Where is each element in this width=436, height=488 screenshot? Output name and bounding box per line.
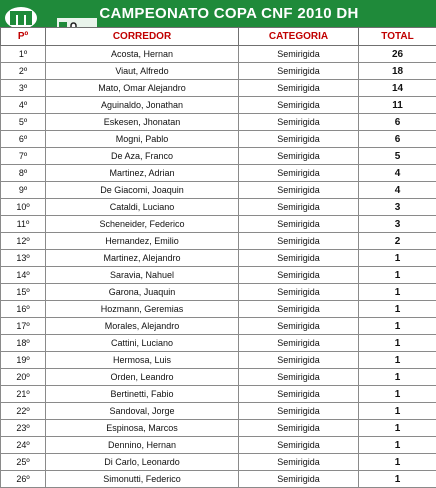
row-rider-name: De Aza, Franco xyxy=(46,148,239,165)
table-row xyxy=(1,386,436,403)
row-total: 6 xyxy=(359,131,436,148)
row-total: 1 xyxy=(359,471,436,488)
table-header-row xyxy=(1,28,436,46)
row-rider-name: Mogni, Pablo xyxy=(46,131,239,148)
row-category: Semirigida xyxy=(239,284,359,301)
row-total: 3 xyxy=(359,199,436,216)
row-total: 3 xyxy=(359,216,436,233)
row-total: 6 xyxy=(359,114,436,131)
row-category: Semirigida xyxy=(239,182,359,199)
header-rider: CORREDOR xyxy=(46,28,239,46)
row-rider-name: Mato, Omar Alejandro xyxy=(46,80,239,97)
row-category: Semirigida xyxy=(239,369,359,386)
table-row xyxy=(1,318,436,335)
row-category: Semirigida xyxy=(239,420,359,437)
row-position: 1º xyxy=(1,46,46,63)
row-total: 1 xyxy=(359,403,436,420)
row-total: 1 xyxy=(359,335,436,352)
row-position: 10º xyxy=(1,199,46,216)
row-rider-name: Eskesen, Jhonatan xyxy=(46,114,239,131)
table-row xyxy=(1,148,436,165)
row-total: 1 xyxy=(359,437,436,454)
row-category: Semirigida xyxy=(239,454,359,471)
row-total: 1 xyxy=(359,267,436,284)
row-category: Semirigida xyxy=(239,63,359,80)
row-category: Semirigida xyxy=(239,131,359,148)
row-rider-name: Aguinaldo, Jonathan xyxy=(46,97,239,114)
row-position: 12º xyxy=(1,233,46,250)
row-rider-name: Hermosa, Luis xyxy=(46,352,239,369)
table-row xyxy=(1,403,436,420)
table-row xyxy=(1,199,436,216)
table-row xyxy=(1,114,436,131)
standings-body xyxy=(1,46,436,488)
table-row xyxy=(1,454,436,471)
table-row xyxy=(1,182,436,199)
row-category: Semirigida xyxy=(239,318,359,335)
row-category: Semirigida xyxy=(239,80,359,97)
row-category: Semirigida xyxy=(239,114,359,131)
row-position: 21º xyxy=(1,386,46,403)
table-row xyxy=(1,284,436,301)
row-total: 1 xyxy=(359,318,436,335)
row-position: 7º xyxy=(1,148,46,165)
row-position: 13º xyxy=(1,250,46,267)
row-rider-name: Garona, Juaquin xyxy=(46,284,239,301)
row-rider-name: Espinosa, Marcos xyxy=(46,420,239,437)
page-title: CAMPEONATO COPA CNF 2010 DH xyxy=(99,5,358,22)
table-row xyxy=(1,437,436,454)
row-category: Semirigida xyxy=(239,471,359,488)
row-category: Semirigida xyxy=(239,97,359,114)
row-category: Semirigida xyxy=(239,148,359,165)
row-total: 5 xyxy=(359,148,436,165)
row-rider-name: Cataldi, Luciano xyxy=(46,199,239,216)
row-total: 18 xyxy=(359,63,436,80)
row-position: 6º xyxy=(1,131,46,148)
row-position: 5º xyxy=(1,114,46,131)
row-position: 4º xyxy=(1,97,46,114)
table-row xyxy=(1,267,436,284)
table-row xyxy=(1,165,436,182)
row-rider-name: Sandoval, Jorge xyxy=(46,403,239,420)
row-rider-name: Morales, Alejandro xyxy=(46,318,239,335)
row-category: Semirigida xyxy=(239,437,359,454)
row-position: 9º xyxy=(1,182,46,199)
header-total: TOTAL xyxy=(359,28,436,46)
row-total: 14 xyxy=(359,80,436,97)
row-total: 1 xyxy=(359,284,436,301)
row-total: 1 xyxy=(359,369,436,386)
row-rider-name: Di Carlo, Leonardo xyxy=(46,454,239,471)
table-row xyxy=(1,301,436,318)
row-position: 15º xyxy=(1,284,46,301)
table-row xyxy=(1,369,436,386)
row-rider-name: Martinez, Adrian xyxy=(46,165,239,182)
row-position: 20º xyxy=(1,369,46,386)
row-rider-name: Dennino, Hernan xyxy=(46,437,239,454)
table-row xyxy=(1,250,436,267)
row-category: Semirigida xyxy=(239,165,359,182)
row-rider-name: Viaut, Alfredo xyxy=(46,63,239,80)
row-position: 8º xyxy=(1,165,46,182)
row-position: 24º xyxy=(1,437,46,454)
table-row xyxy=(1,233,436,250)
row-position: 18º xyxy=(1,335,46,352)
row-category: Semirigida xyxy=(239,335,359,352)
row-category: Semirigida xyxy=(239,233,359,250)
row-rider-name: Martinez, Alejandro xyxy=(46,250,239,267)
row-rider-name: Orden, Leandro xyxy=(46,369,239,386)
row-category: Semirigida xyxy=(239,46,359,63)
row-position: 14º xyxy=(1,267,46,284)
row-position: 2º xyxy=(1,63,46,80)
table-row xyxy=(1,471,436,488)
row-rider-name: Hozmann, Geremias xyxy=(46,301,239,318)
row-position: 11º xyxy=(1,216,46,233)
row-total: 1 xyxy=(359,454,436,471)
row-rider-name: Cattini, Luciano xyxy=(46,335,239,352)
row-rider-name: Simonutti, Federico xyxy=(46,471,239,488)
row-rider-name: Scheneider, Federico xyxy=(46,216,239,233)
row-total: 1 xyxy=(359,301,436,318)
row-rider-name: Bertinetti, Fabio xyxy=(46,386,239,403)
row-total: 2 xyxy=(359,233,436,250)
row-total: 1 xyxy=(359,352,436,369)
row-position: 3º xyxy=(1,80,46,97)
table-row xyxy=(1,352,436,369)
row-position: 22º xyxy=(1,403,46,420)
row-position: 26º xyxy=(1,471,46,488)
row-category: Semirigida xyxy=(239,301,359,318)
row-position: 19º xyxy=(1,352,46,369)
table-row xyxy=(1,420,436,437)
table-row xyxy=(1,131,436,148)
table-row xyxy=(1,46,436,63)
table-row xyxy=(1,335,436,352)
table-row xyxy=(1,216,436,233)
row-total: 26 xyxy=(359,46,436,63)
row-position: 17º xyxy=(1,318,46,335)
row-rider-name: Hernandez, Emilio xyxy=(46,233,239,250)
table-row xyxy=(1,97,436,114)
row-position: 25º xyxy=(1,454,46,471)
table-row xyxy=(1,80,436,97)
header-category: CATEGORIA xyxy=(239,28,359,46)
row-category: Semirigida xyxy=(239,386,359,403)
row-total: 4 xyxy=(359,165,436,182)
table-row xyxy=(1,63,436,80)
row-category: Semirigida xyxy=(239,403,359,420)
standings-table xyxy=(0,27,436,488)
row-total: 4 xyxy=(359,182,436,199)
row-total: 11 xyxy=(359,97,436,114)
row-rider-name: Acosta, Hernan xyxy=(46,46,239,63)
row-position: 23º xyxy=(1,420,46,437)
row-category: Semirigida xyxy=(239,199,359,216)
row-total: 1 xyxy=(359,420,436,437)
header-position: Pº xyxy=(1,28,46,46)
row-category: Semirigida xyxy=(239,267,359,284)
row-category: Semirigida xyxy=(239,250,359,267)
row-category: Semirigida xyxy=(239,352,359,369)
row-position: 16º xyxy=(1,301,46,318)
row-category: Semirigida xyxy=(239,216,359,233)
row-total: 1 xyxy=(359,250,436,267)
row-rider-name: De Giacomi, Joaquin xyxy=(46,182,239,199)
row-rider-name: Saravia, Nahuel xyxy=(46,267,239,284)
row-total: 1 xyxy=(359,386,436,403)
